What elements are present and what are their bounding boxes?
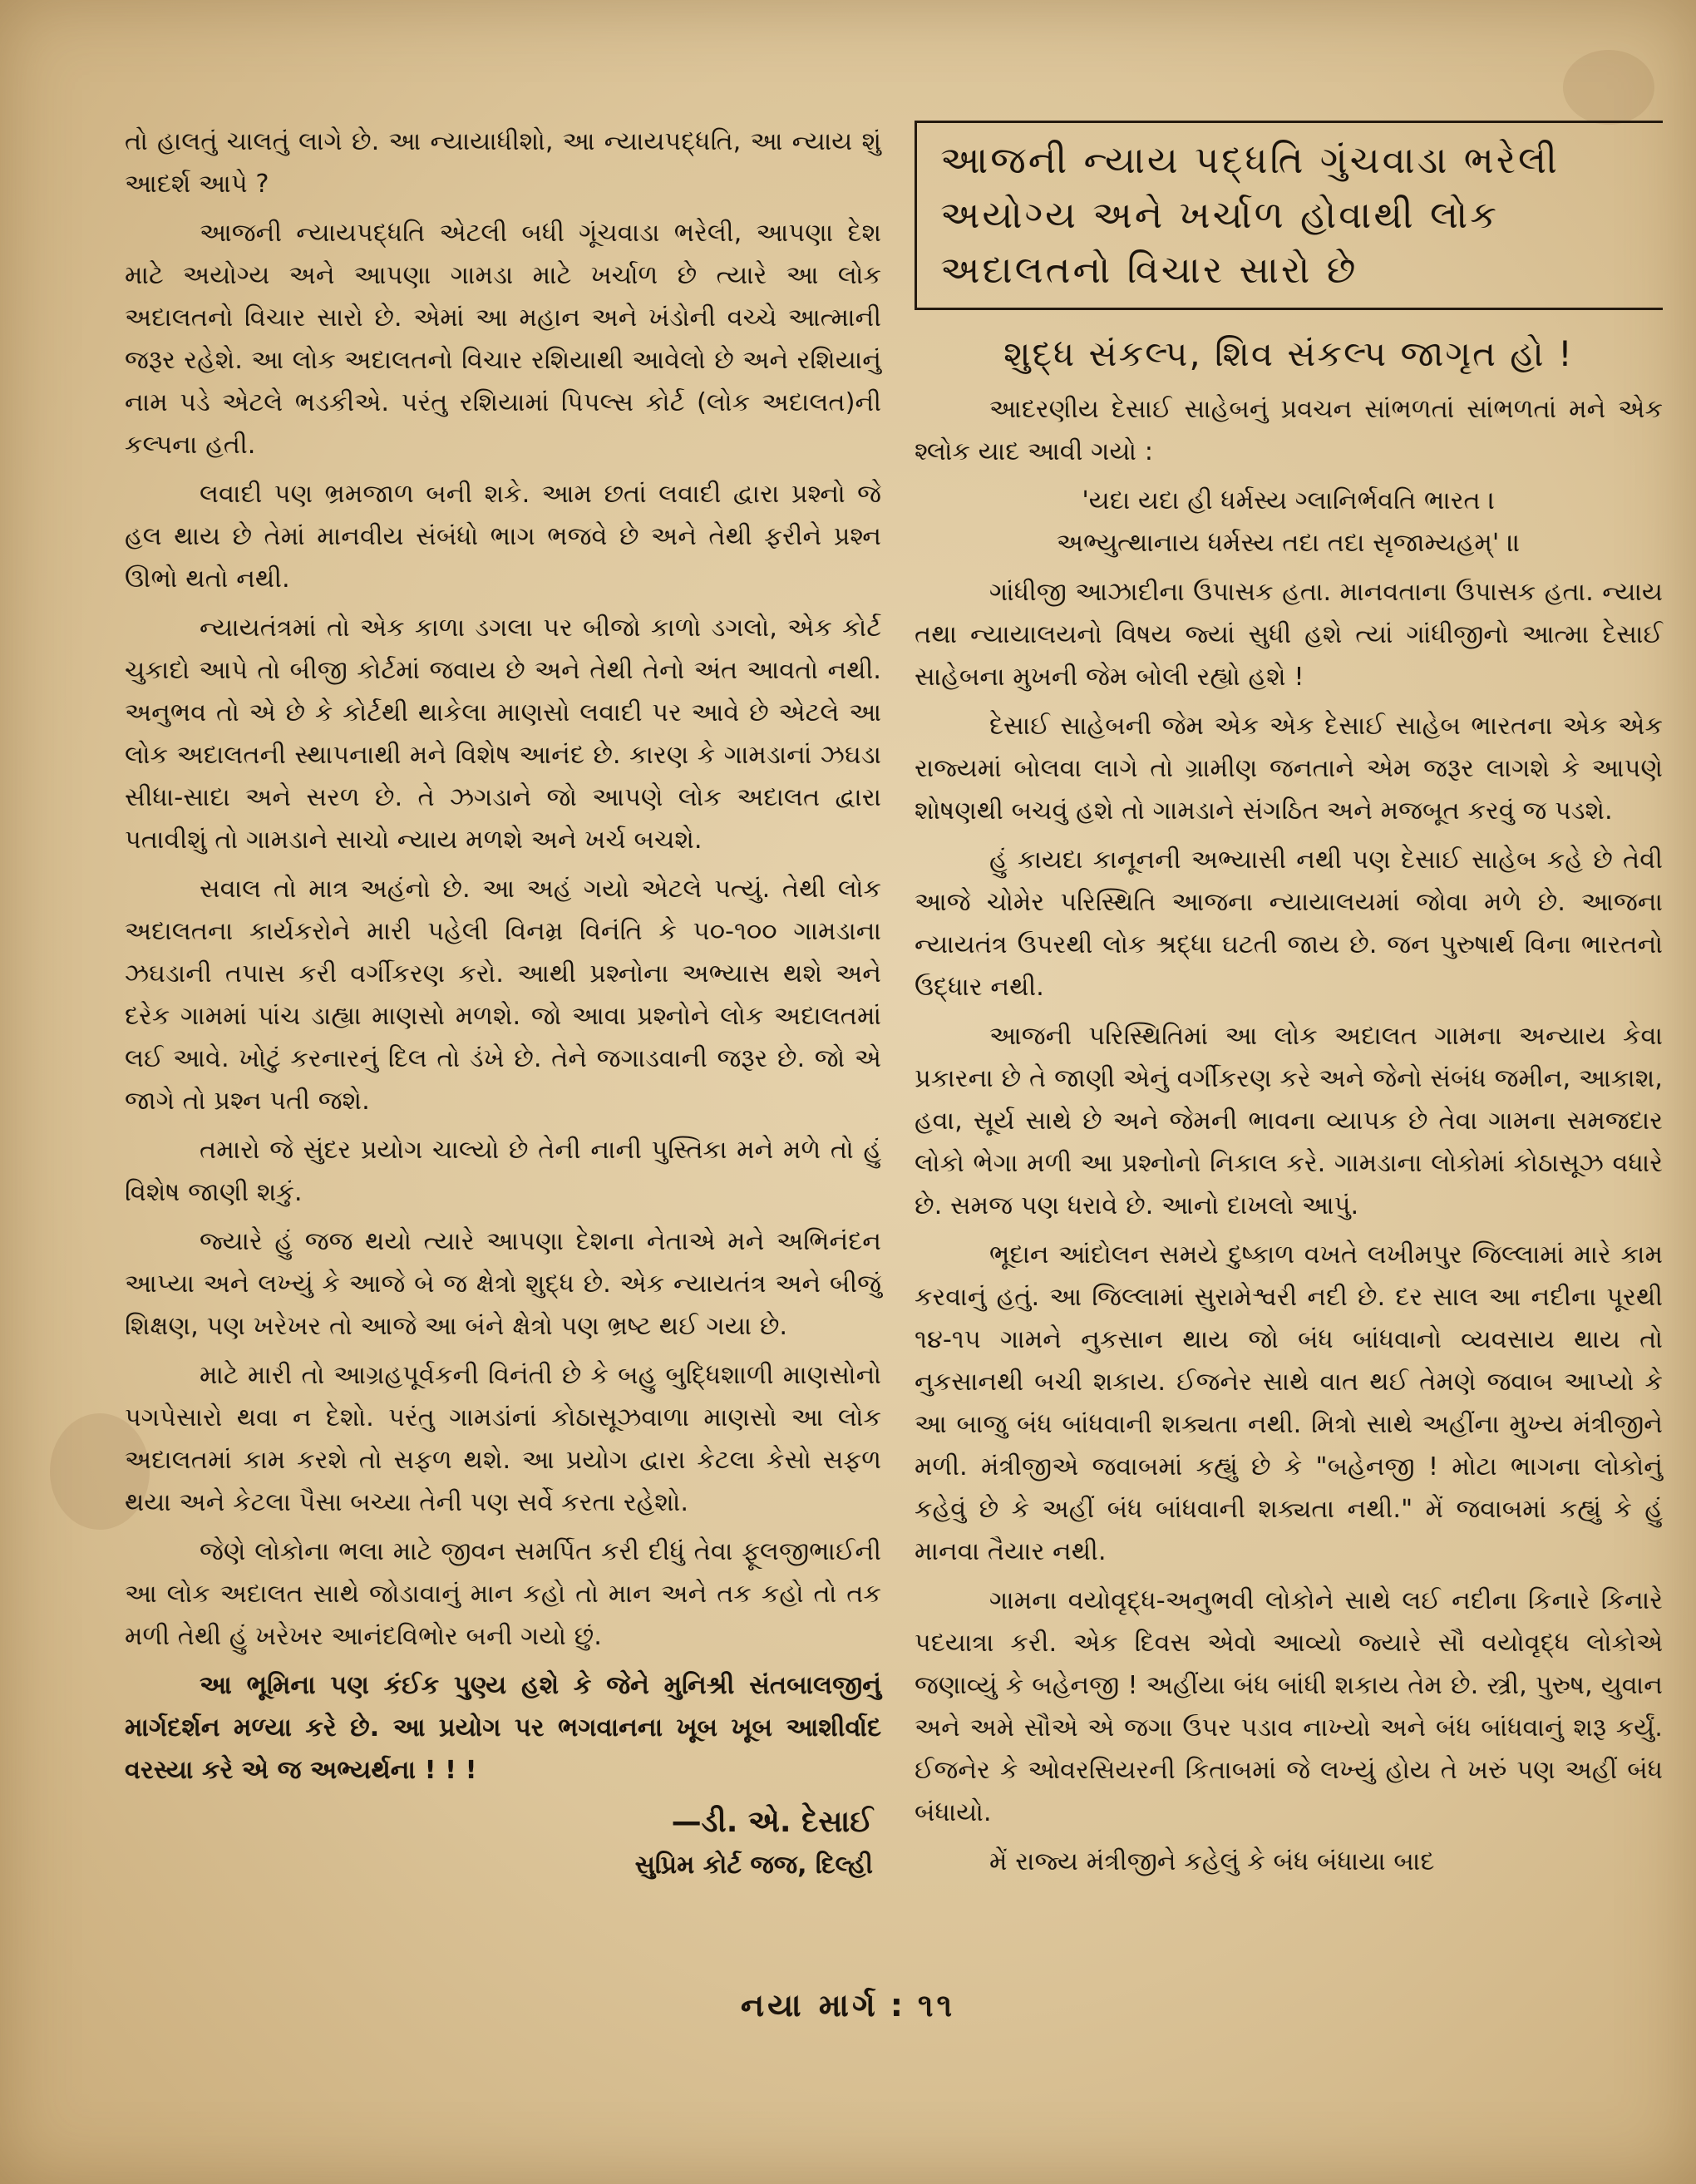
article-paragraph: મેં રાજ્ય મંત્રીજીને કહેલું કે બંધ બંધાયા બાદ [989, 1847, 1435, 1876]
article-paragraph: સવાલ તો માત્ર અહંનો છે. આ અહં ગયો એટલે પત્યું. તેથી લોક અદાલતના કાર્યકરોને મારી પહેલી વિનમ્ર વિનંતિ કે ૫૦-૧૦૦ ગામડાના ઝઘડાની તપાસ કરી વર્ગીકરણ કરો. આથી પ્રશ્નોના અભ્યાસ થશે અને દરેક ગામમાં પાંચ ડાહ્યા માણસો મળશે. જો આવા પ્રશ્નોને લોક અદાલતમાં લઈ આવે. ખોટું કરનારનું દિલ તો ડંખે છે. તેને જગાડવાની જરૂર છે. જો એ જાગે તો પ્રશ્ન પતી જશે. [125, 875, 881, 1116]
article-paragraph: ભૂદાન આંદોલન સમયે દુષ્કાળ વખતે લખીમપુર જિલ્લામાં મારે કામ કરવાનું હતું. આ જિલ્લામાં સુરામેશ્વરી નદી છે. દર સાલ આ નદીના પૂરથી ૧૪-૧૫ ગામને નુકસાન થાય જો બંધ બાંધવાનો વ્યવસાય થાય તો નુકસાનથી બચી શકાય. ઈજનેર સાથે વાત થઈ તેમણે જવાબ આપ્યો કે આ બાજુ બંધ બાંધવાની શક્યતા નથી. મિત્રો સાથે અહીંના મુખ્ય મંત્રીજીને મળી. મંત્રીજીએ જવાબમાં કહ્યું છે કે "બહેનજી ! મોટા ભાગના લોકોનું કહેવું છે કે અહીં બંધ બાંધવાની શક્યતા નથી." મેં જવાબમાં કહ્યું કે હું માનવા તૈયાર નથી. [915, 1240, 1663, 1566]
article-paragraph: દેસાઈ સાહેબની જેમ એક એક દેસાઈ સાહેબ ભારતના એક એક રાજ્યમાં બોલવા લાગે તો ગ્રામીણ જનતાને એમ જરૂર લાગશે કે આપણે શોષણથી બચવું હશે તો ગામડાને સંગઠિત અને મજબૂત કરવું જ પડશે. [915, 712, 1663, 826]
author-name: —ડી. એ. દેસાઈ [671, 1805, 873, 1839]
page-footer [0, 1987, 1696, 2024]
article-paragraph: આદરણીય દેસાઈ સાહેબનું પ્રવચન સાંભળતાં સાંભળતાં મને એક શ્લોક યાદ આવી ગયો : [915, 395, 1663, 466]
article-paragraph: માટે મારી તો આગ્રહપૂર્વકની વિનંતી છે કે બહુ બુદ્ધિશાળી માણસોનો પગપેસારો થવા ન દેશો. પરંતુ ગામડાંનાં કોઠાસૂઝવાળા માણસો આ લોક અદાલતમાં કામ કરશે તો સફળ થશે. આ પ્રયોગ દ્વારા કેટલા કેસો સફળ થયા અને કેટલા પૈસા બચ્યા તેની પણ સર્વે કરતા રહેશો. [125, 1361, 881, 1517]
article-paragraph: લવાદી પણ ભ્રમજાળ બની શકે. આમ છતાં લવાદી દ્વારા પ્રશ્નો જે હલ થાય છે તેમાં માનવીય સંબંધો ભાગ ભજવે છે અને તેથી ફરીને પ્રશ્ન ઊભો થતો નથી. [125, 480, 881, 594]
article-paragraph: જેણે લોકોના ભલા માટે જીવન સમર્પિત કરી દીધું તેવા ફૂલજીભાઈની આ લોક અદાલત સાથે જોડાવાનું માન કહો તો માન અને તક કહો તો તક મળી તેથી હું ખરેખર આનંદવિભોર બની ગયો છું. [125, 1537, 881, 1651]
headline: આજની ન્યાય પદ્ધતિ ગુંચવાડા ભરેલી અયોગ્ય અને ખર્ચાળ હોવાથી લોક અદાલતનો વિચાર સારો છે [940, 138, 1560, 292]
article-paragraph: આજની ન્યાયપદ્ધતિ એટલી બધી ગૂંચવાડા ભરેલી, આપણા દેશ માટે અયોગ્ય અને આપણા ગામડા માટે ખર્ચાળ છે ત્યારે આ લોક અદાલતનો વિચાર સારો છે. એમાં આ મહાન અને ખંડોની વચ્ચે આત્માની જરૂર રહેશે. આ લોક અદાલતનો વિચાર રશિયાથી આવેલો છે અને રશિયાનું નામ પડે એટલે ભડકીએ. પરંતુ રશિયામાં પિપલ્સ કોર્ટ (લોક અદાલત)ની કલ્પના હતી. [125, 219, 881, 460]
footer-separator: : [890, 1987, 906, 2024]
subheading: શુદ્ધ સંકલ્પ, શિવ સંકલ્પ જાગૃત હો ! [1003, 333, 1574, 374]
magazine-name: નયા માર્ગ [740, 1987, 879, 2024]
verse-line: 'યદા યદા હી ધર્મસ્ય ગ્લાનિર્ભવતિ ભારત । [1082, 486, 1496, 515]
article-paragraph: આ ભૂમિના પણ કંઈક પુણ્ય હશે કે જેને મુનિશ્રી સંતબાલજીનું માર્ગદર્શન મળ્યા કરે છે. આ પ્રયોગ પર ભગવાનના ખૂબ ખૂબ આશીર્વાદ વરસ્યા કરે એ જ અભ્યર્થના ! ! ! [125, 1671, 881, 1785]
paper-stain [1563, 50, 1654, 125]
article-paragraph: ગાંધીજી આઝાદીના ઉપાસક હતા. માનવતાના ઉપાસક હતા. ન્યાય તથા ન્યાયાલયનો વિષય જ્યાં સુધી હશે ત્યાં ગાંધીજીનો આત્મા દેસાઈ સાહેબના મુખની જેમ બોલી રહ્યો હશે ! [915, 578, 1663, 692]
article-paragraph: હું કાયદા કાનૂનની અભ્યાસી નથી પણ દેસાઈ સાહેબ કહે છે તેવી આજે ચોમેર પરિસ્થિતિ આજના ન્યાયાલયમાં જોવા મળે છે. આજના ન્યાયતંત્ર ઉપરથી લોક શ્રદ્ધા ઘટતી જાય છે. જન પુરુષાર્થ વિના ભારતનો ઉદ્ધાર નથી. [915, 845, 1663, 1002]
article-paragraph: તમારો જે સુંદર પ્રયોગ ચાલ્યો છે તેની નાની પુસ્તિકા મને મળે તો હું વિશેષ જાણી શકું. [125, 1136, 881, 1207]
headline-box [915, 121, 1663, 310]
page-number: ૧૧ [917, 1987, 956, 2024]
article-paragraph: જ્યારે હું જજ થયો ત્યારે આપણા દેશના નેતાએ મને અભિનંદન આપ્યા અને લખ્યું કે આજે બે જ ક્ષેત્રો શુદ્ધ છે. એક ન્યાયતંત્ર અને બીજું શિક્ષણ, પણ ખરેખર તો આજે આ બંને ક્ષેત્રો પણ ભ્રષ્ટ થઈ ગયા છે. [125, 1227, 881, 1341]
article-paragraph: તો હાલતું ચાલતું લાગે છે. આ ન્યાયાધીશો, આ ન્યાયપદ્ધતિ, આ ન્યાય શું આદર્શ આપે ? [125, 127, 881, 199]
signature-block [125, 1800, 881, 1886]
article-paragraph: ન્યાયતંત્રમાં તો એક કાળા ડગલા પર બીજો કાળો ડગલો, એક કોર્ટ ચુકાદો આપે તો બીજી કોર્ટમાં જવાય છે અને તેથી તેનો અંત આવતો નથી. અનુભવ તો એ છે કે કોર્ટથી થાકેલા માણસો લવાદી પર આવે છે એટલે આ લોક અદાલતની સ્થાપનાથી મને વિશેષ આનંદ છે. કારણ કે ગામડાનાં ઝઘડા સીધા-સાદા અને સરળ છે. તે ઝગડાને જો આપણે લોક અદાલત દ્વારા પતાવીશું તો ગામડાને સાચો ન્યાય મળશે અને ખર્ચ બચશે. [125, 614, 881, 855]
verse-line: અભ્યુત્થાનાય ધર્મસ્ય તદા તદા સૃજામ્યહમ્' ॥ [1056, 529, 1521, 558]
left-column [125, 121, 881, 1886]
author-title: સુપ્રિમ કોર્ટ જજ, દિલ્હી [634, 1851, 873, 1880]
article-paragraph: ગામના વયોવૃદ્ધ-અનુભવી લોકોને સાથે લઈ નદીના કિનારે કિનારે પદયાત્રા કરી. એક દિવસ એવો આવ્યો જ્યારે સૌ વયોવૃદ્ધ લોકોએ જણાવ્યું કે બહેનજી ! અહીંયા બંધ બાંધી શકાય તેમ છે. સ્ત્રી, પુરુષ, યુવાન અને અમે સૌએ એ જગા ઉપર પડાવ નાખ્યો અને બંધ બાંધવાનું શરૂ કર્યું. ઈજનેર કે ઓવરસિયરની કિતાબમાં જે લખ્યું હોય તે ખરું પણ અહીં બંધ બંધાયો. [915, 1586, 1663, 1827]
article-paragraph: આજની પરિસ્થિતિમાં આ લોક અદાલત ગામના અન્યાય કેવા પ્રકારના છે તે જાણી એનું વર્ગીકરણ કરે અને જેનો સંબંધ જમીન, આકાશ, હવા, સૂર્ય સાથે છે અને જેમની ભાવના વ્યાપક છે તેવા ગામના સમજદાર લોકો ભેગા મળી આ પ્રશ્નોનો નિકાલ કરે. ગામડાના લોકોમાં કોઠાસૂઝ વધારે છે. સમજ પણ ધરાવે છે. આનો દાખલો આપું. [915, 1022, 1663, 1220]
right-column [915, 121, 1663, 1890]
